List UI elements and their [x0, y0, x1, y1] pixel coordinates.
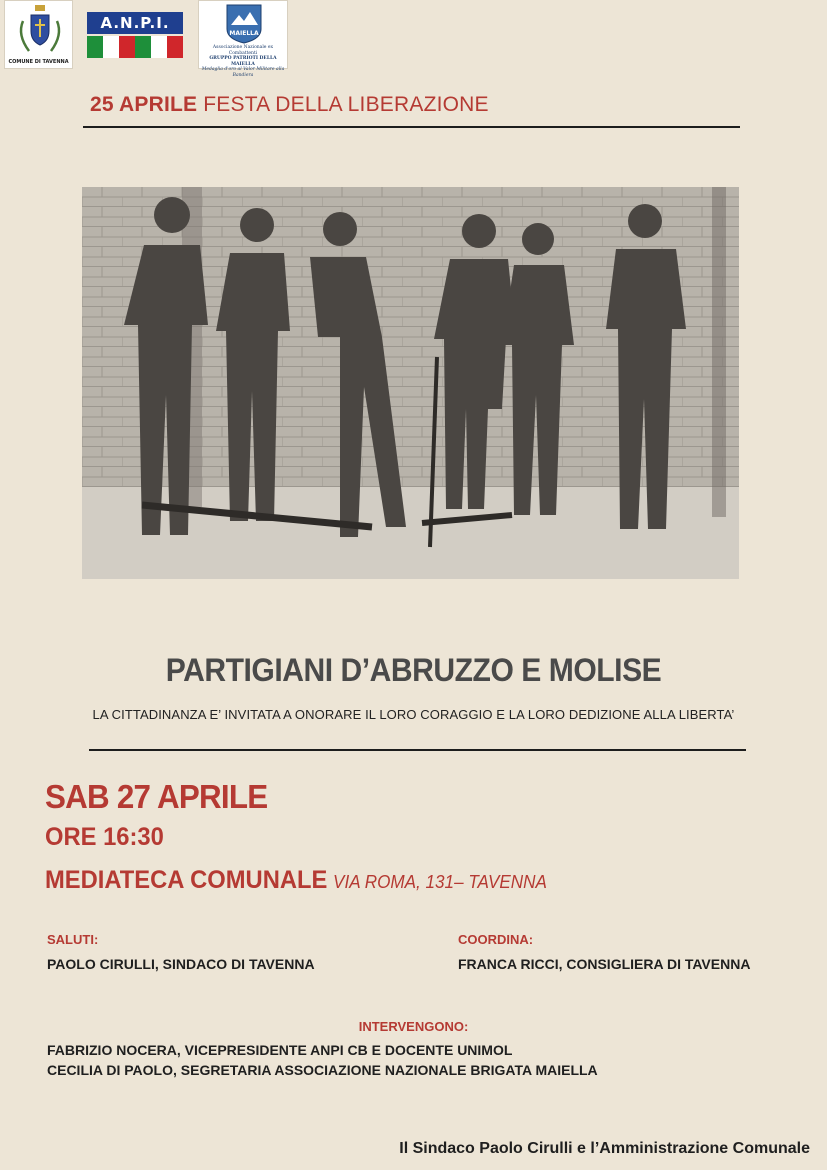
- headline: PARTIGIANI D’ABRUZZO E MOLISE: [165, 652, 662, 688]
- anpi-text: A.N.P.I.: [87, 12, 183, 34]
- maiella-caption-line-3: Medaglia d'oro al Valor Militare alla Bandiera: [201, 67, 285, 78]
- maiella-name: MAIELLA: [229, 30, 259, 37]
- footer-signature: Il Sindaco Paolo Cirulli e l’Amministrazione Comunale: [399, 1140, 810, 1157]
- partisans-photo: [82, 187, 739, 579]
- header-title: [90, 93, 489, 117]
- event-address: VIA ROMA, 131– TAVENNA: [333, 872, 547, 892]
- comune-tavenna-logo: [4, 0, 73, 69]
- coordina-value: FRANCA RICCI, CONSIGLIERA DI TAVENNA: [458, 956, 751, 972]
- speaker-item: FABRIZIO NOCERA, VICEPRESIDENTE ANPI CB E DOCENTE UNIMOL: [47, 1042, 513, 1058]
- saluti-value: PAOLO CIRULLI, SINDACO DI TAVENNA: [47, 956, 315, 972]
- event-date: SAB 27 APRILE: [45, 778, 268, 815]
- maiella-caption-line-2: GRUPPO PATRIOTI DELLA MAIELLA: [209, 56, 277, 67]
- mountain-shield-icon: [199, 1, 289, 45]
- intervengono-label: INTERVENGONO:: [358, 1019, 469, 1034]
- maiella-caption: [201, 45, 285, 78]
- speaker-item: CECILIA DI PAOLO, SEGRETARIA ASSOCIAZIONE NAZIONALE BRIGATA MAIELLA: [47, 1062, 598, 1078]
- event-venue-name: MEDIATECA COMUNALE: [45, 866, 328, 894]
- divider-top: [83, 126, 740, 128]
- maiella-caption-line-1: Associazione Nazionale ex Combattenti: [212, 45, 274, 56]
- saluti-label: SALUTI:: [47, 932, 99, 947]
- coat-of-arms-icon: [5, 1, 74, 61]
- comune-caption: COMUNE DI TAVENNA: [8, 59, 69, 65]
- event-venue: [45, 866, 547, 895]
- header-title-date: 25 APRILE: [90, 93, 198, 116]
- subline: LA CITTADINANZA E’ INVITATA A ONORARE IL LORO CORAGGIO E LA LORO DEDIZIONE ALLA LIBERTA’: [92, 707, 735, 722]
- event-time: ORE 16:30: [45, 823, 164, 851]
- divider-middle: [89, 749, 746, 751]
- coordina-label: COORDINA:: [458, 932, 534, 947]
- partisans-photo-illustration: [82, 187, 739, 579]
- maiella-logo: [198, 0, 288, 78]
- header-title-text: FESTA DELLA LIBERAZIONE: [197, 93, 489, 116]
- anpi-logo: [87, 12, 183, 58]
- italian-flag-icon: [87, 36, 183, 58]
